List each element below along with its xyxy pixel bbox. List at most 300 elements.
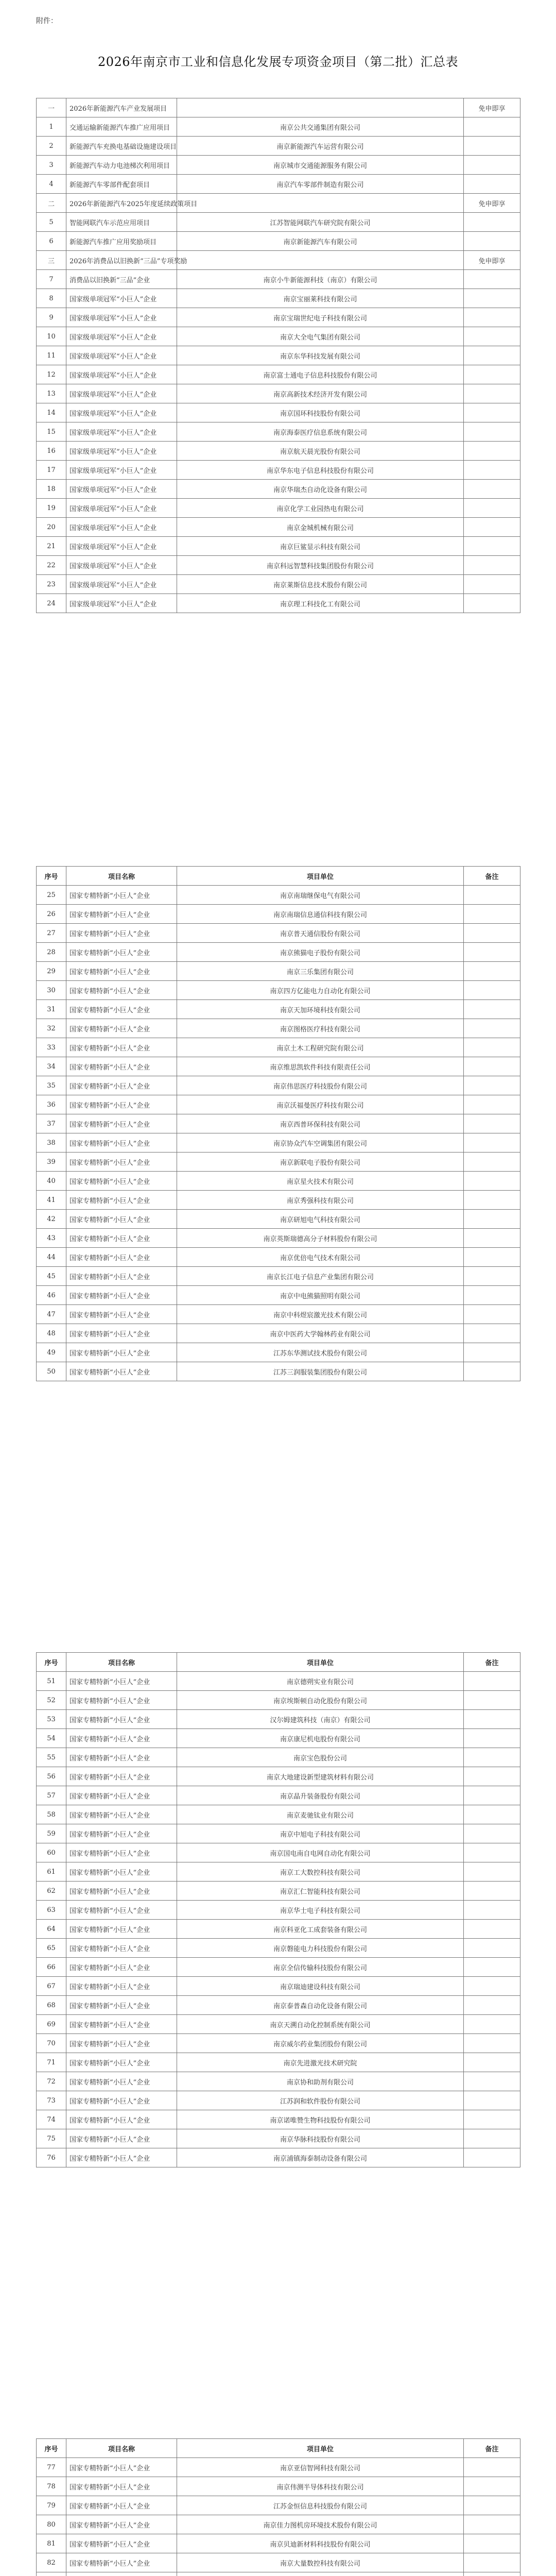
project-unit: 南京沃福曼医疗科技有限公司	[177, 1095, 464, 1114]
remark	[464, 943, 520, 962]
project-name: 国家专精特新“小巨人”企业	[66, 1767, 177, 1786]
project-name: 国家专精特新“小巨人”企业	[66, 2129, 177, 2148]
table-row	[37, 1882, 520, 1901]
table-row	[37, 1710, 520, 1729]
row-number: 13	[37, 384, 66, 403]
row-number: 16	[37, 442, 66, 461]
remark	[464, 1191, 520, 1210]
table-row	[37, 1229, 520, 1248]
row-number: 31	[37, 1000, 66, 1019]
project-unit: 南京秀强科技有限公司	[177, 1191, 464, 1210]
row-number: 58	[37, 1805, 66, 1824]
project-unit: 南京伟思医疗科技股份有限公司	[177, 1076, 464, 1095]
table-row	[37, 905, 520, 924]
row-number: 51	[37, 1672, 66, 1691]
remark	[464, 1133, 520, 1153]
project-name: 国家专精特新“小巨人”企业	[66, 2110, 177, 2129]
project-name: 国家专精特新“小巨人”企业	[66, 1939, 177, 1958]
table-row	[37, 251, 520, 270]
project-name: 国家专精特新“小巨人”企业	[66, 905, 177, 924]
row-number: 14	[37, 403, 66, 422]
table-row	[37, 346, 520, 365]
row-number: 75	[37, 2129, 66, 2148]
remark	[464, 1076, 520, 1095]
table-row	[37, 1920, 520, 1939]
row-number: 48	[37, 1324, 66, 1343]
project-name: 国家级单项冠军“小巨人”企业	[66, 461, 177, 480]
project-unit: 南京宝瑞世纪电子科技有限公司	[177, 308, 464, 327]
project-name: 国家专精特新“小巨人”企业	[66, 943, 177, 962]
table-row	[37, 2572, 520, 2576]
column-header: 序号	[37, 1653, 66, 1672]
remark	[464, 1038, 520, 1057]
project-unit: 南京普天通信股份有限公司	[177, 924, 464, 943]
project-unit: 南京南瑞继保电气有限公司	[177, 886, 464, 905]
project-unit	[177, 251, 464, 270]
remark	[464, 499, 520, 518]
table-row	[37, 2072, 520, 2091]
row-number: 64	[37, 1920, 66, 1939]
project-unit: 南京土木工程研究院有限公司	[177, 1038, 464, 1057]
row-number: 28	[37, 943, 66, 962]
table-row	[37, 327, 520, 346]
project-name: 国家级单项冠军“小巨人”企业	[66, 594, 177, 613]
remark: 免申即享	[464, 98, 520, 117]
project-unit	[177, 98, 464, 117]
project-name: 国家专精特新“小巨人”企业	[66, 2553, 177, 2572]
row-number: 12	[37, 365, 66, 384]
remark	[464, 1153, 520, 1172]
project-unit: 南京维思凯软件科技有限责任公司	[177, 1057, 464, 1076]
project-name: 新能源汽车零部件配套项目	[66, 175, 177, 194]
remark	[464, 1767, 520, 1786]
row-number: 54	[37, 1729, 66, 1748]
table-row	[37, 1133, 520, 1153]
remark	[464, 270, 520, 289]
project-unit: 南京海泰医疗信息系统有限公司	[177, 422, 464, 442]
project-unit	[177, 2572, 464, 2576]
table-row	[37, 1901, 520, 1920]
table-row	[37, 1076, 520, 1095]
row-number: 57	[37, 1786, 66, 1805]
project-unit: 南京东华科技发展有限公司	[177, 346, 464, 365]
project-name: 国家专精特新“小巨人”企业	[66, 2072, 177, 2091]
table-row	[37, 518, 520, 537]
table-row	[37, 1977, 520, 1996]
remark	[464, 594, 520, 613]
remark	[464, 213, 520, 232]
remark	[464, 2515, 520, 2534]
row-number: 8	[37, 289, 66, 308]
table-row	[37, 499, 520, 518]
project-unit: 南京威尔药业集团股份有限公司	[177, 2034, 464, 2053]
project-unit: 南京瑞迪建设科技有限公司	[177, 1977, 464, 1996]
project-unit: 南京天溯自动化控制系统有限公司	[177, 2015, 464, 2034]
remark	[464, 384, 520, 403]
column-header: 项目名称	[66, 867, 177, 886]
project-unit: 南京新能源汽车运营有限公司	[177, 137, 464, 156]
project-name: 国家专精特新“小巨人”企业	[66, 1172, 177, 1191]
project-unit: 南京协众汽车空调集团有限公司	[177, 1133, 464, 1153]
remark	[464, 461, 520, 480]
project-name: 国家级单项冠军“小巨人”企业	[66, 308, 177, 327]
row-number: 56	[37, 1767, 66, 1786]
table-row	[37, 213, 520, 232]
project-unit: 南京长江电子信息产业集团有限公司	[177, 1267, 464, 1286]
project-unit: 南京天加环境科技有限公司	[177, 1000, 464, 1019]
remark	[464, 1996, 520, 2015]
project-name: 国家专精特新“小巨人”企业	[66, 1343, 177, 1362]
remark	[464, 137, 520, 156]
remark	[464, 2129, 520, 2148]
project-unit: 南京化学工业园热电有限公司	[177, 499, 464, 518]
project-name: 国家专精特新“小巨人”企业	[66, 1057, 177, 1076]
row-number: 42	[37, 1210, 66, 1229]
remark	[464, 1786, 520, 1805]
table-row	[37, 1248, 520, 1267]
table-row	[37, 1019, 520, 1038]
table-row	[37, 422, 520, 442]
remark	[464, 1000, 520, 1019]
remark	[464, 327, 520, 346]
project-name: 2026年消费品以旧换新“三品”专项奖励	[66, 251, 177, 270]
row-number: 69	[37, 2015, 66, 2034]
row-number: 61	[37, 1862, 66, 1882]
row-number: 70	[37, 2034, 66, 2053]
remark	[464, 1172, 520, 1191]
table-row	[37, 1767, 520, 1786]
table-row	[37, 1210, 520, 1229]
project-unit: 南京协和助剂有限公司	[177, 2072, 464, 2091]
row-number: 76	[37, 2148, 66, 2167]
remark	[464, 1977, 520, 1996]
row-number: 1	[37, 117, 66, 137]
row-number: 6	[37, 232, 66, 251]
attachment-label: 附件：	[36, 17, 58, 25]
table-row	[37, 98, 520, 117]
table-row	[37, 1672, 520, 1691]
project-unit: 南京浦镇海泰制动设备有限公司	[177, 2148, 464, 2167]
remark	[464, 1843, 520, 1862]
remark	[464, 117, 520, 137]
project-unit: 南京亚信智网科技有限公司	[177, 2458, 464, 2477]
remark	[464, 2015, 520, 2034]
column-header: 项目单位	[177, 2439, 464, 2458]
project-name: 国家级单项冠军“小巨人”企业	[66, 365, 177, 384]
table-row	[37, 2458, 520, 2477]
project-unit: 南京埃斯顿自动化股份有限公司	[177, 1691, 464, 1710]
row-number: 43	[37, 1229, 66, 1248]
remark	[464, 403, 520, 422]
table-row	[37, 117, 520, 137]
table-row	[37, 156, 520, 175]
row-number: 3	[37, 156, 66, 175]
remark	[464, 905, 520, 924]
remark	[464, 1748, 520, 1767]
table-row	[37, 1748, 520, 1767]
project-unit: 南京康尼机电股份有限公司	[177, 1729, 464, 1748]
row-number: 20	[37, 518, 66, 537]
project-unit: 南京华瑞杰自动化设备有限公司	[177, 480, 464, 499]
project-name: 国家级单项冠军“小巨人”企业	[66, 575, 177, 594]
table-row	[37, 2496, 520, 2515]
table-row	[37, 270, 520, 289]
table-row	[37, 1286, 520, 1305]
row-number: 34	[37, 1057, 66, 1076]
project-unit: 南京小牛新能源科技（南京）有限公司	[177, 270, 464, 289]
remark	[464, 308, 520, 327]
table-row	[37, 1172, 520, 1191]
remark	[464, 1862, 520, 1882]
table-row	[37, 1729, 520, 1748]
row-number: 63	[37, 1901, 66, 1920]
remark	[464, 1691, 520, 1710]
project-name: 国家专精特新“小巨人”企业	[66, 1038, 177, 1057]
project-unit: 南京国环科技股份有限公司	[177, 403, 464, 422]
summary-table-page-4	[36, 2438, 520, 2576]
project-name: 国家专精特新“小巨人”企业	[66, 1000, 177, 1019]
column-header: 备注	[464, 1653, 520, 1672]
row-number: 25	[37, 886, 66, 905]
remark	[464, 1882, 520, 1901]
row-number: 17	[37, 461, 66, 480]
row-number: 67	[37, 1977, 66, 1996]
project-unit: 南京新能源汽车有限公司	[177, 232, 464, 251]
table-row	[37, 1843, 520, 1862]
table-row	[37, 137, 520, 156]
project-name: 国家专精特新“小巨人”企业	[66, 2477, 177, 2496]
remark	[464, 1019, 520, 1038]
project-name: 交通运输新能源汽车推广应用项目	[66, 117, 177, 137]
project-unit: 南京中电熊猫照明有限公司	[177, 1286, 464, 1305]
remark	[464, 442, 520, 461]
row-number: 78	[37, 2477, 66, 2496]
project-name: 国家专精特新“小巨人”企业	[66, 1019, 177, 1038]
row-number: 45	[37, 1267, 66, 1286]
project-unit: 南京熊猫电子股份有限公司	[177, 943, 464, 962]
project-unit: 南京南瑞信息通信科技有限公司	[177, 905, 464, 924]
project-unit: 江苏金恒信息科技股份有限公司	[177, 2496, 464, 2515]
table-row	[37, 232, 520, 251]
project-name: 国家专精特新“小巨人”企业	[66, 1710, 177, 1729]
project-unit: 南京优倍电气技术有限公司	[177, 1248, 464, 1267]
row-number: 10	[37, 327, 66, 346]
project-name: 国家专精特新“小巨人”企业	[66, 2015, 177, 2034]
project-name: 国家级单项冠军“小巨人”企业	[66, 422, 177, 442]
summary-table-page-2	[36, 866, 520, 1381]
row-number: 66	[37, 1958, 66, 1977]
project-unit: 南京国电南自电网自动化有限公司	[177, 1843, 464, 1862]
table-row	[37, 461, 520, 480]
project-unit: 江苏润和软件股份有限公司	[177, 2091, 464, 2110]
table-row	[37, 886, 520, 905]
project-name: 国家专精特新“小巨人”企业	[66, 1191, 177, 1210]
project-name: 国家级单项冠军“小巨人”企业	[66, 480, 177, 499]
project-name: 国家专精特新“小巨人”企业	[66, 1153, 177, 1172]
project-unit: 南京富士通电子信息科技股份有限公司	[177, 365, 464, 384]
row-number: 80	[37, 2515, 66, 2534]
remark	[464, 924, 520, 943]
project-unit: 南京华东电子信息科技股份有限公司	[177, 461, 464, 480]
remark	[464, 1805, 520, 1824]
row-number: 26	[37, 905, 66, 924]
project-name: 国家专精特新“小巨人”企业	[66, 1901, 177, 1920]
table-row	[37, 924, 520, 943]
project-unit: 南京城市交通能源服务有限公司	[177, 156, 464, 175]
project-name	[66, 2572, 177, 2576]
remark	[464, 1343, 520, 1362]
remark	[464, 1920, 520, 1939]
project-name: 国家专精特新“小巨人”企业	[66, 2496, 177, 2515]
table-row	[37, 2034, 520, 2053]
project-unit: 南京宝色股份公司	[177, 1748, 464, 1767]
project-unit: 南京航天晨光股份有限公司	[177, 442, 464, 461]
row-number: 4	[37, 175, 66, 194]
project-unit: 南京四方亿能电力自动化有限公司	[177, 981, 464, 1000]
project-name: 国家级单项冠军“小巨人”企业	[66, 499, 177, 518]
row-number: 40	[37, 1172, 66, 1191]
table-row	[37, 1000, 520, 1019]
row-number: 55	[37, 1748, 66, 1767]
remark	[464, 1324, 520, 1343]
remark	[464, 1286, 520, 1305]
project-name: 国家专精特新“小巨人”企业	[66, 886, 177, 905]
row-number: 39	[37, 1153, 66, 1172]
project-unit: 南京新联电子股份有限公司	[177, 1153, 464, 1172]
table-row	[37, 2148, 520, 2167]
remark	[464, 1095, 520, 1114]
project-name: 国家专精特新“小巨人”企业	[66, 2148, 177, 2167]
project-name: 2026年新能源汽车2025年度延续政策项目	[66, 194, 177, 213]
remark	[464, 981, 520, 1000]
table-row	[37, 442, 520, 461]
project-name: 国家专精特新“小巨人”企业	[66, 1076, 177, 1095]
table-row	[37, 2477, 520, 2496]
project-name: 国家专精特新“小巨人”企业	[66, 1824, 177, 1843]
project-unit: 南京磐能电力科技股份有限公司	[177, 1939, 464, 1958]
project-name: 国家专精特新“小巨人”企业	[66, 2034, 177, 2053]
table-row	[37, 1153, 520, 1172]
project-name: 国家专精特新“小巨人”企业	[66, 1862, 177, 1882]
row-number: 2	[37, 137, 66, 156]
table-row	[37, 1191, 520, 1210]
project-unit: 南京大量数控科技有限公司	[177, 2553, 464, 2572]
table-row	[37, 2553, 520, 2572]
project-name: 国家级单项冠军“小巨人”企业	[66, 327, 177, 346]
project-name: 国家级单项冠军“小巨人”企业	[66, 556, 177, 575]
project-unit: 南京星火技术有限公司	[177, 1172, 464, 1191]
project-unit: 江苏东华测试技术股份有限公司	[177, 1343, 464, 1362]
table-row	[37, 1114, 520, 1133]
project-name: 国家级单项冠军“小巨人”企业	[66, 384, 177, 403]
project-unit: 南京巨鲨显示科技有限公司	[177, 537, 464, 556]
table-row	[37, 2534, 520, 2553]
table-row	[37, 194, 520, 213]
row-number: 5	[37, 213, 66, 232]
table-row	[37, 2053, 520, 2072]
project-unit: 南京高新技术经济开发有限公司	[177, 384, 464, 403]
row-number: 41	[37, 1191, 66, 1210]
column-header: 项目名称	[66, 2439, 177, 2458]
project-unit: 南京科亚化工成套装备有限公司	[177, 1920, 464, 1939]
row-number: 44	[37, 1248, 66, 1267]
row-number: 71	[37, 2053, 66, 2072]
project-name: 国家专精特新“小巨人”企业	[66, 981, 177, 1000]
project-name: 国家级单项冠军“小巨人”企业	[66, 289, 177, 308]
table-row	[37, 1805, 520, 1824]
project-name: 国家专精特新“小巨人”企业	[66, 1805, 177, 1824]
project-name: 国家专精特新“小巨人”企业	[66, 2053, 177, 2072]
project-name: 国家级单项冠军“小巨人”企业	[66, 403, 177, 422]
remark	[464, 2572, 520, 2576]
table-header-row	[37, 2439, 520, 2458]
row-number: 50	[37, 1362, 66, 1381]
column-header: 项目单位	[177, 867, 464, 886]
remark	[464, 1114, 520, 1133]
row-number: 60	[37, 1843, 66, 1862]
table-row	[37, 2091, 520, 2110]
remark	[464, 886, 520, 905]
project-unit: 南京理工科技化工有限公司	[177, 594, 464, 613]
remark	[464, 1267, 520, 1286]
project-unit: 南京图格医疗科技有限公司	[177, 1019, 464, 1038]
column-header: 序号	[37, 867, 66, 886]
row-number: 59	[37, 1824, 66, 1843]
project-name: 国家专精特新“小巨人”企业	[66, 1362, 177, 1381]
table-row	[37, 175, 520, 194]
project-unit: 南京晶升装备股份有限公司	[177, 1786, 464, 1805]
table-row	[37, 289, 520, 308]
remark	[464, 575, 520, 594]
row-number: 37	[37, 1114, 66, 1133]
project-name: 国家专精特新“小巨人”企业	[66, 962, 177, 981]
table-row	[37, 1996, 520, 2015]
remark	[464, 1824, 520, 1843]
row-number: 18	[37, 480, 66, 499]
project-unit	[177, 194, 464, 213]
remark	[464, 2148, 520, 2167]
row-number: 23	[37, 575, 66, 594]
table-row	[37, 1324, 520, 1343]
remark	[464, 2110, 520, 2129]
table-header-row	[37, 1653, 520, 1672]
project-unit: 南京金城机械有限公司	[177, 518, 464, 537]
project-name: 国家专精特新“小巨人”企业	[66, 1729, 177, 1748]
row-number: 62	[37, 1882, 66, 1901]
table-row	[37, 1305, 520, 1324]
remark	[464, 1672, 520, 1691]
remark	[464, 156, 520, 175]
column-header: 项目单位	[177, 1653, 464, 1672]
project-unit: 南京公共交通集团有限公司	[177, 117, 464, 137]
row-number: 68	[37, 1996, 66, 2015]
summary-table-page-3	[36, 1652, 520, 2167]
table-row	[37, 2515, 520, 2534]
project-unit: 南京中医药大学翰林药业有限公司	[177, 1324, 464, 1343]
row-number: 52	[37, 1691, 66, 1710]
project-name: 国家级单项冠军“小巨人”企业	[66, 346, 177, 365]
project-unit: 南京大全电气集团有限公司	[177, 327, 464, 346]
row-number	[37, 2572, 66, 2576]
project-name: 国家专精特新“小巨人”企业	[66, 1095, 177, 1114]
project-name: 国家专精特新“小巨人”企业	[66, 2534, 177, 2553]
remark	[464, 1901, 520, 1920]
remark	[464, 2553, 520, 2572]
table-row	[37, 2110, 520, 2129]
table-row	[37, 1824, 520, 1843]
table-row	[37, 962, 520, 981]
project-unit: 南京贝迪新材料科技股份有限公司	[177, 2534, 464, 2553]
